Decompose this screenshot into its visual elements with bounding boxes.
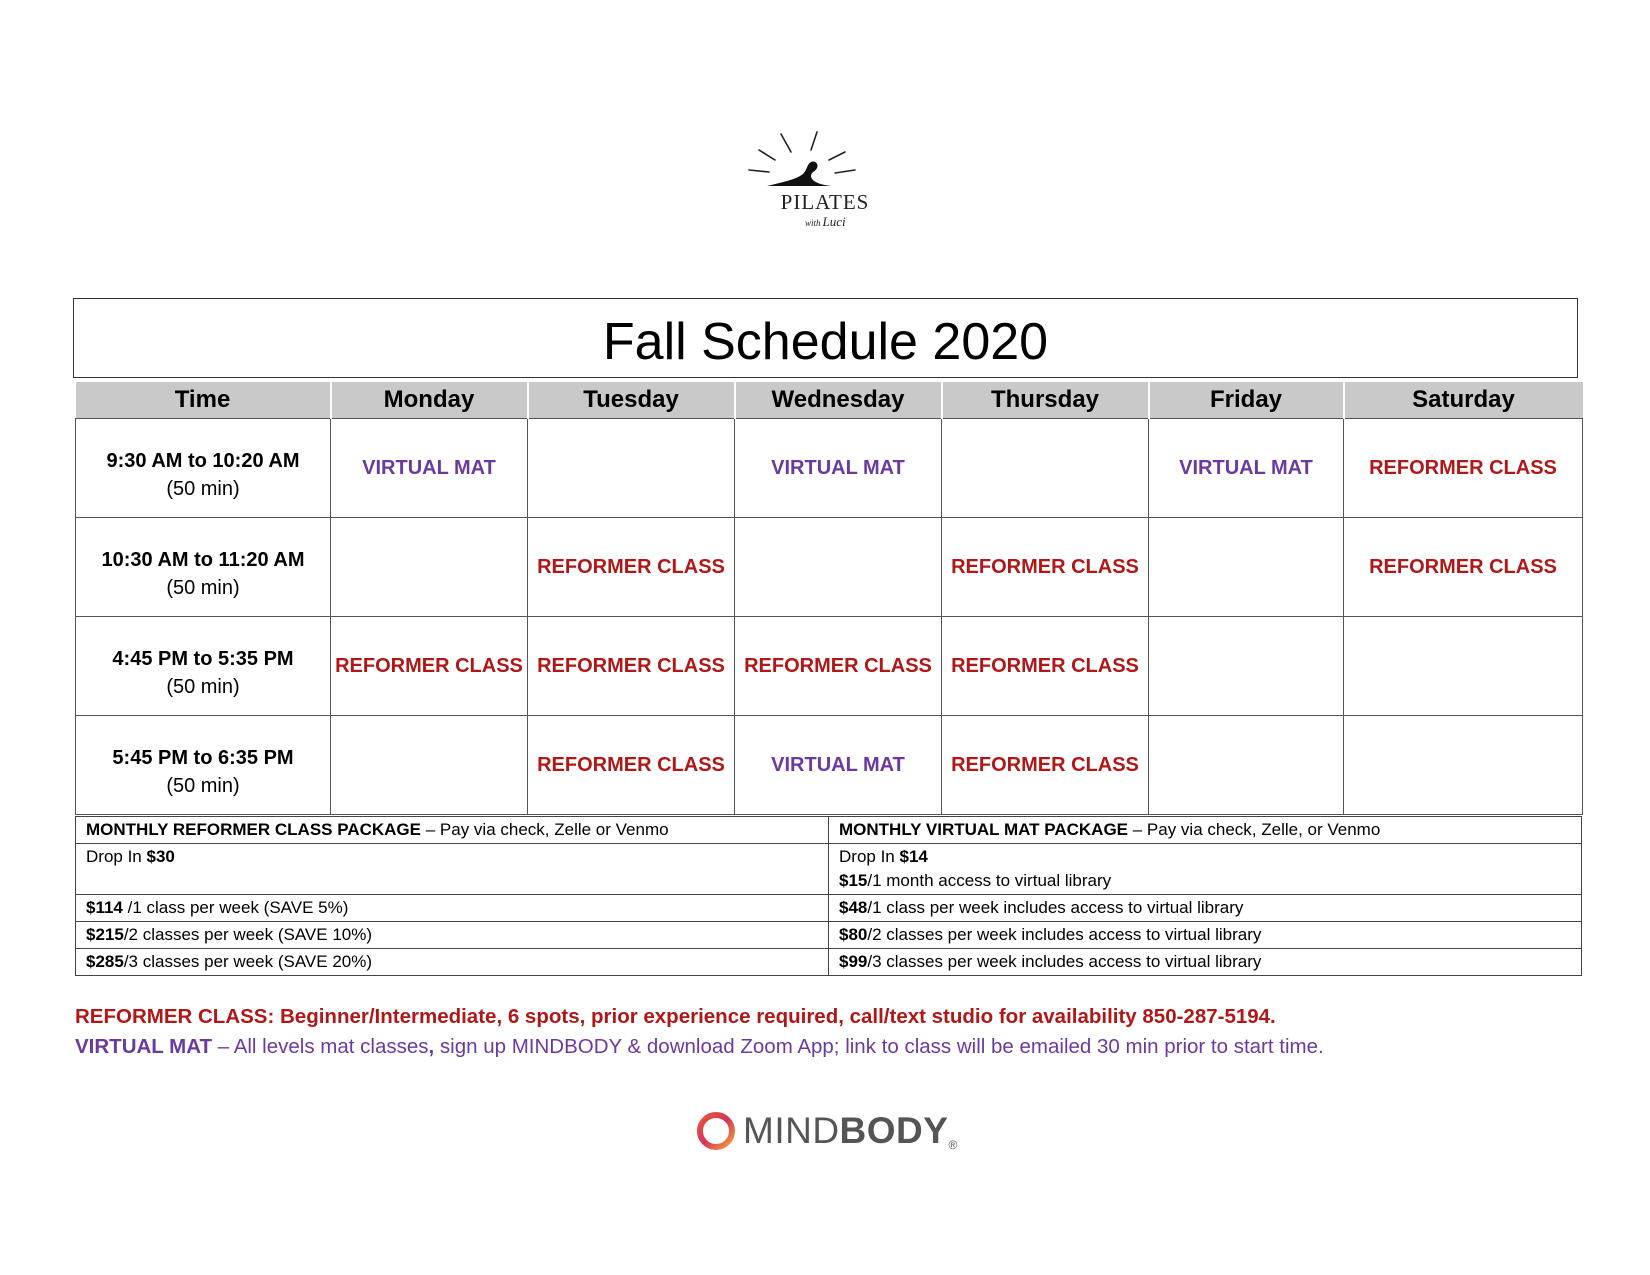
packages-table [75,816,1582,976]
schedule-table [75,382,1583,815]
class-cell: REFORMER CLASS [528,716,735,815]
sun-rays-icon [745,128,905,248]
time-cell: 9:30 AM to 10:20 AM (50 min) [76,419,331,518]
class-cell: REFORMER CLASS [1344,419,1583,518]
virtual-tier: $80/2 classes per week includes access to virtual library [829,922,1582,949]
class-cell [331,518,528,617]
time-cell: 10:30 AM to 11:20 AM (50 min) [76,518,331,617]
reformer-tier: $114 /1 class per week (SAVE 5%) [76,895,829,922]
reformer-tier: $215/2 classes per week (SAVE 10%) [76,922,829,949]
class-cell [735,518,942,617]
class-cell [1149,617,1344,716]
package-dropin-row [76,844,1582,895]
class-cell: REFORMER CLASS [942,716,1149,815]
logo-title: PILATES [780,190,870,214]
header-saturday: Saturday [1344,382,1583,419]
reformer-tier: $285/3 classes per week (SAVE 20%) [76,949,829,976]
table-row [76,716,1583,815]
schedule-header-row [76,382,1583,419]
logo-subtitle: with Luci [805,214,846,229]
virtual-note: VIRTUAL MAT – All levels mat classes, sign up MINDBODY & download Zoom App; link to class will be emailed 30 min prior to start time. [75,1035,1324,1058]
virtual-package-title: MONTHLY VIRTUAL MAT PACKAGE – Pay via check, Zelle, or Venmo [829,817,1582,844]
header-tuesday: Tuesday [528,382,735,419]
class-cell: REFORMER CLASS [331,617,528,716]
class-cell: REFORMER CLASS [735,617,942,716]
class-cell: REFORMER CLASS [1344,518,1583,617]
pilates-logo [745,128,905,248]
table-row [76,922,1582,949]
class-cell: REFORMER CLASS [528,617,735,716]
class-cell: REFORMER CLASS [942,518,1149,617]
reformer-note: REFORMER CLASS: Beginner/Intermediate, 6 spots, prior experience required, call/text studio for availability 850-287-5194. [75,1005,1276,1028]
class-cell: VIRTUAL MAT [331,419,528,518]
schedule-title-box [73,298,1578,378]
class-cell [1149,716,1344,815]
table-row [76,617,1583,716]
mindbody-ring-icon [695,1110,737,1152]
time-cell: 5:45 PM to 6:35 PM (50 min) [76,716,331,815]
table-row [76,949,1582,976]
class-cell: REFORMER CLASS [528,518,735,617]
schedule-title: Fall Schedule 2020 [602,313,1049,371]
class-cell: REFORMER CLASS [942,617,1149,716]
header-friday: Friday [1149,382,1344,419]
class-cell [1344,716,1583,815]
class-cell [1149,518,1344,617]
reformer-package-title: MONTHLY REFORMER CLASS PACKAGE – Pay via check, Zelle or Venmo [76,817,829,844]
class-cell: VIRTUAL MAT [735,419,942,518]
table-row [76,895,1582,922]
table-row [76,419,1583,518]
time-cell: 4:45 PM to 5:35 PM (50 min) [76,617,331,716]
class-cell [528,419,735,518]
class-cell: VIRTUAL MAT [735,716,942,815]
mindbody-wordmark: MINDBODY® [743,1110,958,1152]
virtual-drop-in: Drop In $14 $15/1 month access to virtual library [829,844,1582,895]
header-monday: Monday [331,382,528,419]
mindbody-logo [695,1108,958,1154]
header-time: Time [76,382,331,419]
header-wednesday: Wednesday [735,382,942,419]
class-cell [1344,617,1583,716]
header-thursday: Thursday [942,382,1149,419]
table-row [76,518,1583,617]
class-cell [331,716,528,815]
reformer-drop-in: Drop In $30 [76,844,829,895]
virtual-tier: $48/1 class per week includes access to virtual library [829,895,1582,922]
class-cell: VIRTUAL MAT [1149,419,1344,518]
package-title-row [76,817,1582,844]
virtual-tier: $99/3 classes per week includes access to virtual library [829,949,1582,976]
class-cell [942,419,1149,518]
